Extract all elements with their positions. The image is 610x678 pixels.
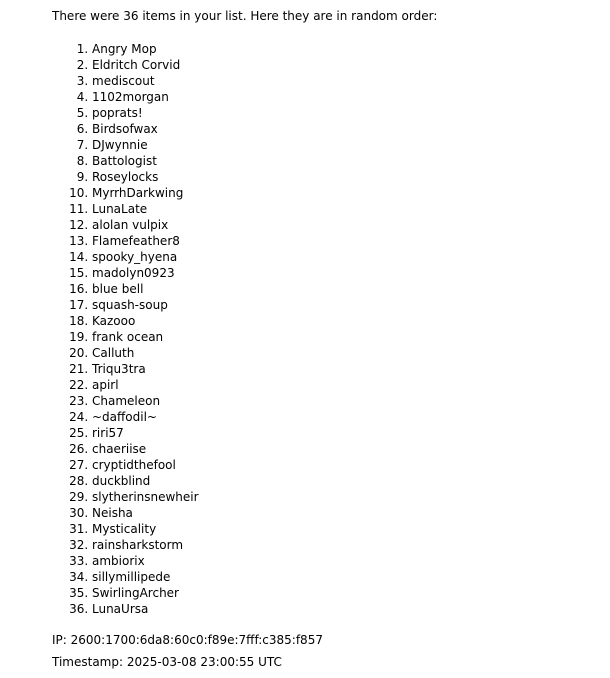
- list-item: 25. riri57: [92, 425, 199, 441]
- list-item: 10. MyrrhDarkwing: [92, 185, 199, 201]
- list-item: 14. spooky_hyena: [92, 249, 199, 265]
- list-item: 6. Birdsofwax: [92, 121, 199, 137]
- list-item: 15. madolyn0923: [92, 265, 199, 281]
- list-item: 21. Triqu3tra: [92, 361, 199, 377]
- list-item: 9. Roseylocks: [92, 169, 199, 185]
- list-item: 20. Calluth: [92, 345, 199, 361]
- list-item: 19. frank ocean: [92, 329, 199, 345]
- list-item: 7. DJwynnie: [92, 137, 199, 153]
- list-item: 1. Angry Mop: [92, 41, 199, 57]
- list-item: 23. Chameleon: [92, 393, 199, 409]
- list-item: 33. ambiorix: [92, 553, 199, 569]
- list-item: 18. Kazooo: [92, 313, 199, 329]
- list-item: 3. mediscout: [92, 73, 199, 89]
- list-item: 13. Flamefeather8: [92, 233, 199, 249]
- list-item: 4. 1102morgan: [92, 89, 199, 105]
- list-item: 31. Mysticality: [92, 521, 199, 537]
- list-item: 26. chaeriise: [92, 441, 199, 457]
- list-item: 27. cryptidthefool: [92, 457, 199, 473]
- list-item: 17. squash-soup: [92, 297, 199, 313]
- list-item: 12. alolan vulpix: [92, 217, 199, 233]
- list-item: 2. Eldritch Corvid: [92, 57, 199, 73]
- list-item: 30. Neisha: [92, 505, 199, 521]
- list-item: 35. SwirlingArcher: [92, 585, 199, 601]
- list-item: 34. sillymillipede: [92, 569, 199, 585]
- intro-text: There were 36 items in your list. Here they are in random order:: [52, 9, 438, 23]
- list-item: 28. duckblind: [92, 473, 199, 489]
- list-item: 16. blue bell: [92, 281, 199, 297]
- timestamp: Timestamp: 2025-03-08 23:00:55 UTC: [52, 655, 282, 669]
- list-item: 24. ~daffodil~: [92, 409, 199, 425]
- list-item: 32. rainsharkstorm: [92, 537, 199, 553]
- list-item: 29. slytherinsnewheir: [92, 489, 199, 505]
- list-item: 8. Battologist: [92, 153, 199, 169]
- list-item: 22. apirl: [92, 377, 199, 393]
- list-item: 11. LunaLate: [92, 201, 199, 217]
- ip-address: IP: 2600:1700:6da8:60c0:f89e:7fff:c385:f857: [52, 633, 323, 647]
- list-item: 5. poprats!: [92, 105, 199, 121]
- randomized-item-list: [52, 41, 199, 617]
- list-item: 36. LunaUrsa: [92, 601, 199, 617]
